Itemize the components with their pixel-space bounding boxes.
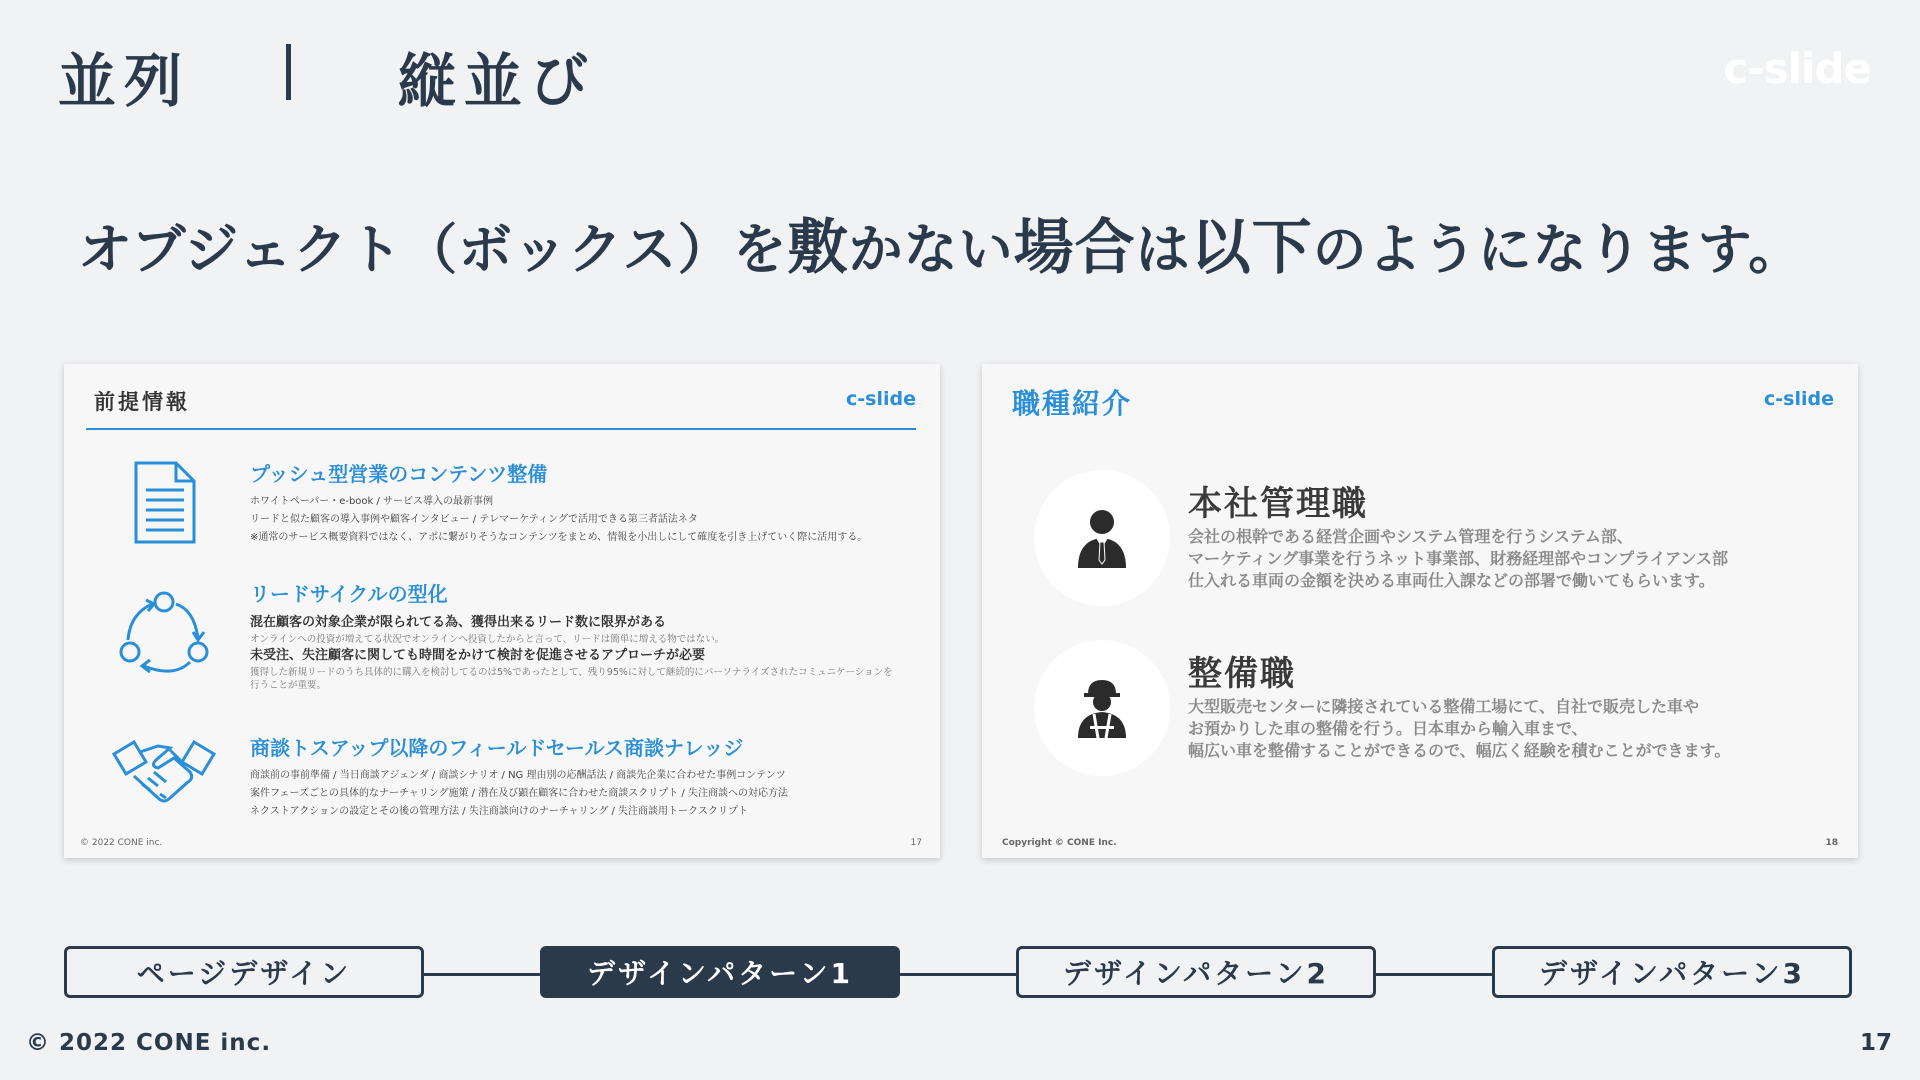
item-small-line: オンラインへの投資が増えてる状況でオンラインへ投資したからと言って、リードは簡単に増える物ではない。 xyxy=(250,634,725,645)
section-subtitle: 縦並び xyxy=(398,47,597,115)
nav-button-page-design[interactable]: ページデザイン xyxy=(64,946,424,998)
job-title: 整備職 xyxy=(1188,654,1296,694)
item-heading: リードサイクルの型化 xyxy=(250,582,448,606)
job-item xyxy=(982,640,1858,780)
item-small-line: 獲得した新規リードのうち具体的に購入を検討してるのは5%であったとして、残り95%に対して継続的にパーソナライズされたコミュニケーションを行うことが重要。 xyxy=(250,667,893,691)
item-heading: プッシュ型営業のコンテンツ整備 xyxy=(250,462,548,486)
item-line: ※通常のサービス概要資料ではなく、アポに繋がりそうなコンテンツをまとめ、情報を小出しにして確度を引き上げていく際に活用する。 xyxy=(250,532,868,543)
job-description: 大型販売センターに隣接されている整備工場にて、自社で販売した車や お預かりした車の整備を行う。日本車から輸入車まで、 幅広い車を整備することができるので、幅広く経験を積むことができます。 xyxy=(1188,697,1731,760)
card-title: 前提情報 xyxy=(94,390,190,414)
cycle-icon xyxy=(114,586,214,686)
businessman-icon xyxy=(1074,506,1130,570)
nav-button-design-pattern-2[interactable]: デザインパターン2 xyxy=(1016,946,1376,998)
headline-part6: 以下 xyxy=(1190,213,1313,283)
item-line: 商談前の事前準備 / 当日商談アジェンダ / 商談シナリオ / NG 理由別の応酬話法 / 商談先企業に合わせた事例コンテンツ xyxy=(250,770,786,781)
headline-part2: 敷 xyxy=(787,213,849,283)
handshake-icon xyxy=(112,732,216,832)
footer-copyright: © 2022 CONE inc. xyxy=(26,1030,272,1056)
item-line: 案件フェーズごとの具体的なナーチャリング施策 / 潜在及び顕在顧客に合わせた商談スクリプト / 失注商談への対応方法 xyxy=(250,788,788,799)
item-heading: 商談トスアップ以降のフィールドセールス商談ナレッジ xyxy=(250,736,744,760)
card-page-number: 18 xyxy=(1825,838,1838,848)
nav-button-design-pattern-3[interactable]: デザインパターン3 xyxy=(1492,946,1852,998)
footer-page-number: 17 xyxy=(1859,1030,1892,1056)
title-divider xyxy=(286,44,291,100)
brand-logo: c-slide xyxy=(1723,44,1871,93)
card-copyright: Copyright © CONE Inc. xyxy=(1002,838,1117,848)
job-description: 会社の根幹である経営企画やシステム管理を行うシステム部、 マーケティング事業を行うネット事業部、財務経理部やコンプライアンス部 仕入れる車両の金額を決める車両仕入課などの部署で働いてもらいます。 xyxy=(1188,527,1729,590)
slide-thumbnail-job-intro[interactable] xyxy=(982,364,1858,858)
item-line: ネクストアクションの設定とその後の管理方法 / 失注商談向けのナーチャリング / 失注商談用トークスクリプト xyxy=(250,806,748,817)
job-icon-circle xyxy=(1034,470,1170,606)
worker-helmet-icon xyxy=(1074,676,1130,740)
card-title: 職種紹介 xyxy=(1012,387,1133,420)
headline-part4: 場合 xyxy=(1013,213,1136,283)
card-brand-logo: c-slide xyxy=(846,388,916,410)
job-icon-circle xyxy=(1034,640,1170,776)
card-copyright: © 2022 CONE inc. xyxy=(80,838,163,848)
headline-part5: は xyxy=(1135,218,1191,281)
card-brand-logo: c-slide xyxy=(1764,388,1834,410)
nav-button-design-pattern-1[interactable]: デザインパターン1 xyxy=(540,946,900,998)
headline-part1: オブジェクト（ボックス）を xyxy=(78,218,788,281)
item-line: リードと似た顧客の導入事例や顧客インタビュー / テレマーケティングで活用できる第三者話法ネタ xyxy=(250,514,698,525)
headline-part7: のようになります。 xyxy=(1312,218,1804,281)
item-bold-line: 未受注、失注顧客に関しても時間をかけて検討を促進させるアプローチが必要 xyxy=(250,648,706,663)
headline-part3: かない xyxy=(848,218,1014,281)
item-line: ホワイトペーパー・e-book / サービス導入の最新事例 xyxy=(250,496,494,507)
card-divider xyxy=(86,428,916,430)
slide-thumbnail-premise[interactable] xyxy=(64,364,940,858)
section-title: 並列 xyxy=(58,47,191,115)
job-title: 本社管理職 xyxy=(1188,484,1368,524)
page-headline xyxy=(78,200,1803,286)
card-page-number: 17 xyxy=(910,838,922,848)
item-bold-line: 混在顧客の対象企業が限られてる為、獲得出来るリード数に限界がある xyxy=(250,615,667,630)
job-item xyxy=(982,470,1858,610)
document-icon xyxy=(114,458,214,558)
